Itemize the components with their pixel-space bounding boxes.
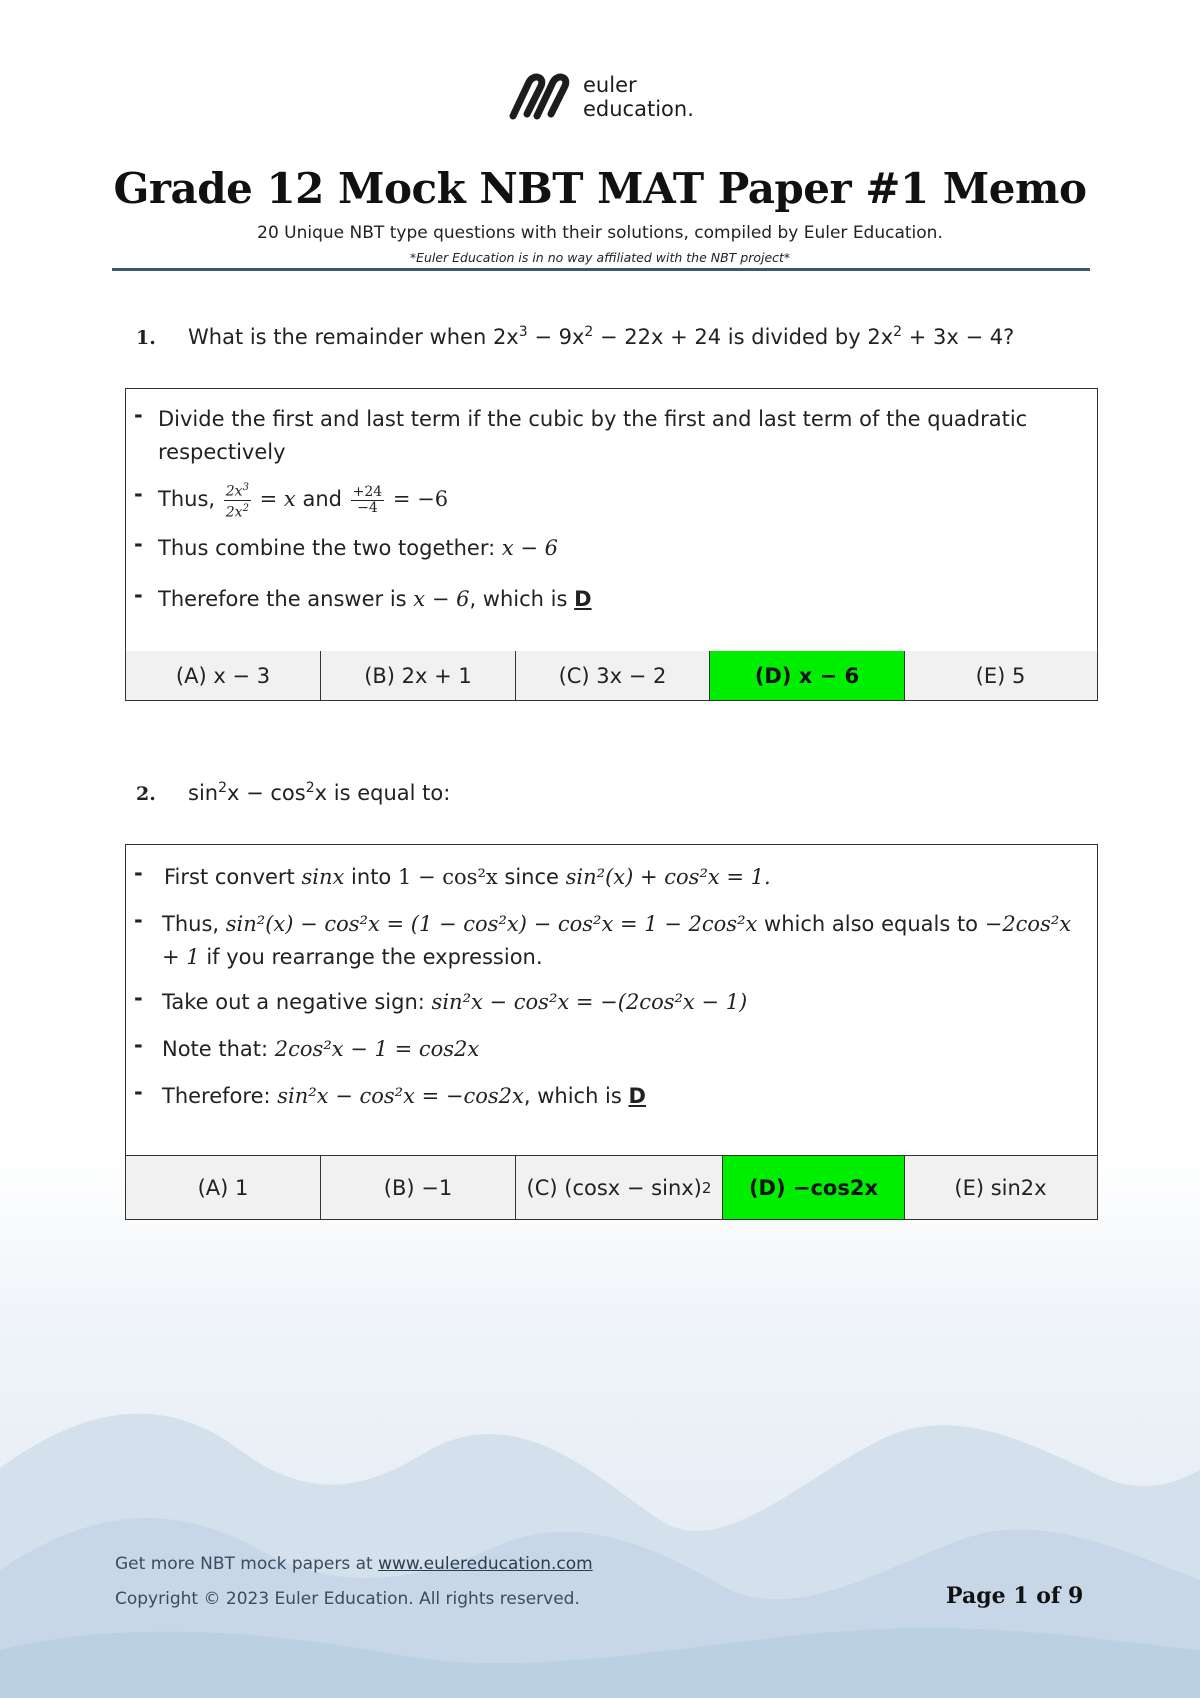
website-link[interactable]: www.eulereducation.com <box>378 1554 593 1574</box>
solution-step: - Therefore: sin²x − cos²x = −cos2x, which is D <box>134 1080 646 1108</box>
solution-step: - Divide the first and last term if the cubic by the first and last term of the quadratic respectively <box>134 403 1028 464</box>
fraction: $\frac{2x^3}{2x^2}$ <box>225 481 249 521</box>
option-e[interactable]: (E) 5 <box>975 663 1026 688</box>
option-e[interactable]: (E) sin2x <box>954 1175 1047 1200</box>
page-title: Grade 12 Mock NBT MAT Paper #1 Memo <box>113 164 1087 213</box>
option-d-correct[interactable]: (D) −cos2x <box>723 1156 905 1219</box>
option-b[interactable]: (B) −1 <box>321 1156 516 1219</box>
header-divider <box>112 268 1090 271</box>
disclaimer: *Euler Education is in no way affiliated with the NBT project* <box>409 250 791 265</box>
solution-step: - Thus, $\frac{2x^3}{2x^2}$ = x and $\frac{+24}{-4}$ = −6 <box>134 481 449 521</box>
question-1 <box>136 324 1014 349</box>
page-number: Page 1 of 9 <box>946 1583 1084 1609</box>
answer-options-2 <box>125 1155 1098 1220</box>
solution-step: - Thus, sin²(x) − cos²x = (1 − cos²x) − cos²x = 1 − 2cos²x which also equals to −2cos²x + 1 if you rearrange the expression. <box>134 908 1072 969</box>
question-number: 1. <box>136 327 156 349</box>
answer-options-1 <box>125 651 1098 701</box>
question-text: $\sin^2x - \cos^2x$ is equal to: <box>188 780 451 805</box>
option-a[interactable]: (A) x − 3 <box>126 651 321 700</box>
question-number: 2. <box>136 783 156 805</box>
fraction: $\frac{+24}{-4}$ <box>352 483 383 516</box>
option-b[interactable]: (B) 2x + 1 <box>321 651 516 700</box>
option-c[interactable]: (C) 3x − 2 <box>516 651 710 700</box>
footer-promo: Get more NBT mock papers at www.eulereducation.com <box>115 1554 593 1574</box>
question-text: What is the remainder when $2x^3 - 9x^2 - 22x + 24$ is divided by $2x^2 + 3x - 4$? <box>188 324 1015 349</box>
solution-step: - Take out a negative sign: sin²x − cos²x = −(2cos²x − 1) <box>134 986 748 1014</box>
option-c[interactable]: (C) (cosx − sinx) 2 <box>516 1156 723 1219</box>
solution-box-1 <box>125 388 1098 652</box>
paperclip-logo-icon <box>503 68 577 126</box>
solution-step: - First convert sinx into 1 − cos²x since sin²(x) + cos²x = 1. <box>134 861 771 889</box>
solution-step: - Thus combine the two together: x − 6 <box>134 532 559 561</box>
page-subtitle: 20 Unique NBT type questions with their solutions, compiled by Euler Education. <box>257 223 943 243</box>
solution-box-2 <box>125 844 1098 1156</box>
euler-logo <box>503 68 694 126</box>
copyright: Copyright © 2023 Euler Education. All rights reserved. <box>115 1589 580 1609</box>
solution-step: - Note that: 2cos²x − 1 = cos2x <box>134 1033 480 1061</box>
option-a[interactable]: (A) 1 <box>126 1156 321 1219</box>
logo-line-1: euler <box>583 73 637 97</box>
solution-step: - Therefore the answer is x − 6, which is D <box>134 583 592 612</box>
logo-line-2: education. <box>583 97 694 121</box>
option-d-correct[interactable]: (D) x − 6 <box>710 651 905 700</box>
logo-wordmark <box>583 73 694 121</box>
question-2 <box>136 780 450 805</box>
